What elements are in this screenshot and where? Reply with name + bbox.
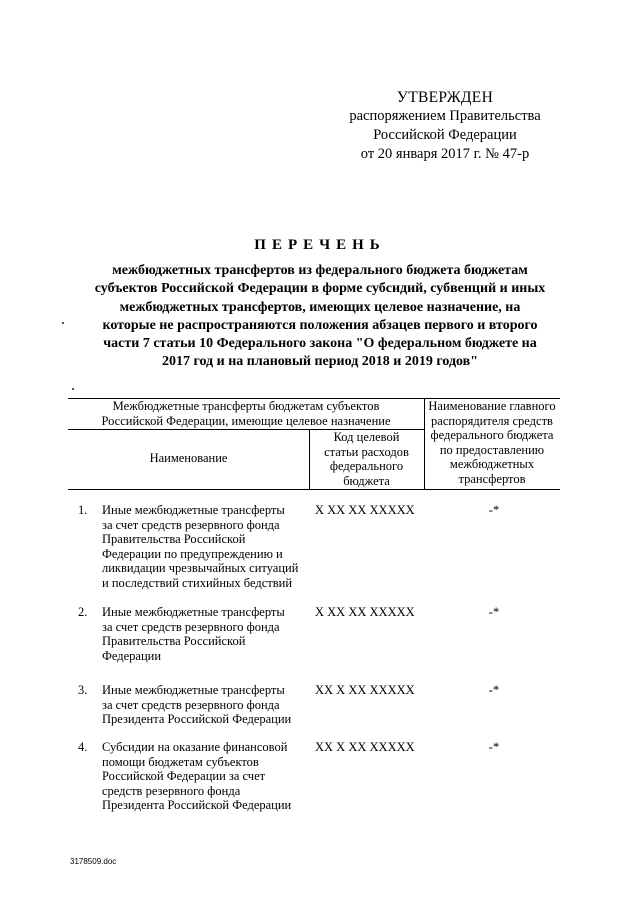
scan-speck [62, 322, 64, 324]
approval-date-line: от 20 января 2017 г. № 47-р [360, 146, 530, 162]
row-name-line: Правительства Российской [102, 634, 246, 648]
header-manager-line: распорядителя средств [431, 413, 553, 428]
document-title: ПЕРЕЧЕНЬ [254, 237, 386, 253]
scan-speck [72, 388, 74, 390]
row-name-line: за счет средств резервного фонда [102, 697, 280, 712]
header-code-line: бюджета [343, 473, 390, 488]
row-name-line: Иные межбюджетные трансферты [102, 683, 285, 697]
header-code [309, 430, 424, 488]
header-group-label [68, 399, 424, 428]
subtitle-line: межбюджетных трансфертов, имеющих целевое назначение, на [119, 299, 521, 315]
row-code: ХХ Х ХХ ХХХХХ [315, 683, 415, 697]
header-manager [424, 399, 560, 486]
row-manager: -* [488, 605, 500, 619]
subtitle-line: межбюджетных трансфертов из федерального бюджета бюджетам [112, 263, 528, 278]
row-manager: -* [488, 503, 500, 517]
header-manager-line: федерального бюджета [430, 428, 554, 442]
table-header [68, 398, 560, 490]
row-name-line: Правительства Российской [102, 532, 246, 546]
header-code-line: федерального [329, 459, 404, 473]
file-reference: 3178509.doc [70, 857, 117, 866]
row-name-line: Президента Российской Федерации [102, 798, 292, 812]
row-code: Х ХХ ХХ ХХХХХ [315, 503, 415, 517]
row-name [102, 503, 312, 590]
row-name-line: Иные межбюджетные трансферты [102, 605, 285, 619]
row-name [102, 740, 312, 813]
transfers-table [68, 398, 560, 812]
row-name-line: за счет средств резервного фонда [102, 619, 280, 634]
header-code-line: статьи расходов [324, 444, 409, 459]
row-number: 2. [78, 605, 88, 619]
row-name-line: помощи бюджетам субъектов [102, 754, 259, 769]
subtitle-line: части 7 статьи 10 Федерального закона "О федеральном бюджете на [103, 336, 537, 352]
header-name: Наименование [149, 451, 228, 465]
row-code: ХХ Х ХХ ХХХХХ [315, 740, 415, 754]
header-manager-line: по предоставлению [439, 442, 545, 457]
row-name-line: Субсидии на оказание финансовой [102, 740, 288, 754]
row-code: Х ХХ ХХ ХХХХХ [315, 605, 415, 619]
header-bottom-border [68, 489, 560, 490]
row-name-line: Российской Федерации за счет [102, 769, 266, 783]
row-name-line: и последствий стихийных бедствий [102, 575, 293, 590]
approval-block [330, 88, 560, 164]
row-name-line: за счет средств резервного фонда [102, 517, 280, 532]
subtitle-line: 2017 год и на плановый период 2018 и 2019 годов" [161, 354, 479, 370]
document-subtitle [70, 262, 570, 372]
header-manager-line: трансфертов [458, 471, 526, 486]
row-name-line: Федерации [102, 648, 162, 663]
subtitle-line: которые не распространяются положения абзацев первого и второго [102, 317, 538, 333]
row-name [102, 605, 312, 663]
header-manager-line: межбюджетных [449, 457, 535, 471]
row-name-line: Иные межбюджетные трансферты [102, 503, 285, 517]
approval-line: Российской Федерации [373, 127, 517, 143]
row-number: 3. [78, 683, 88, 697]
row-manager: -* [488, 683, 500, 697]
header-code-line: Код целевой [333, 430, 400, 444]
row-manager: -* [488, 740, 500, 754]
row-number: 1. [78, 503, 88, 517]
row-name [102, 683, 312, 727]
header-group-line: Межбюджетные трансферты бюджетам субъектов [112, 399, 380, 413]
header-manager-line: Наименование главного [428, 399, 556, 413]
row-number: 4. [78, 740, 88, 754]
row-name-line: средств резервного фонда [102, 783, 241, 798]
header-group-line: Российской Федерации, имеющие целевое назначение [101, 413, 391, 428]
subtitle-line: субъектов Российской Федерации в форме субсидий, субвенций и иных [94, 281, 546, 297]
row-name-line: ликвидации чрезвычайных ситуаций [102, 561, 299, 575]
approval-heading: УТВЕРЖДЕН [396, 89, 494, 106]
row-name-line: Федерации по предупреждению и [102, 546, 283, 561]
row-name-line: Президента Российской Федерации [102, 712, 292, 726]
approval-line: распоряжением Правительства [349, 108, 541, 124]
